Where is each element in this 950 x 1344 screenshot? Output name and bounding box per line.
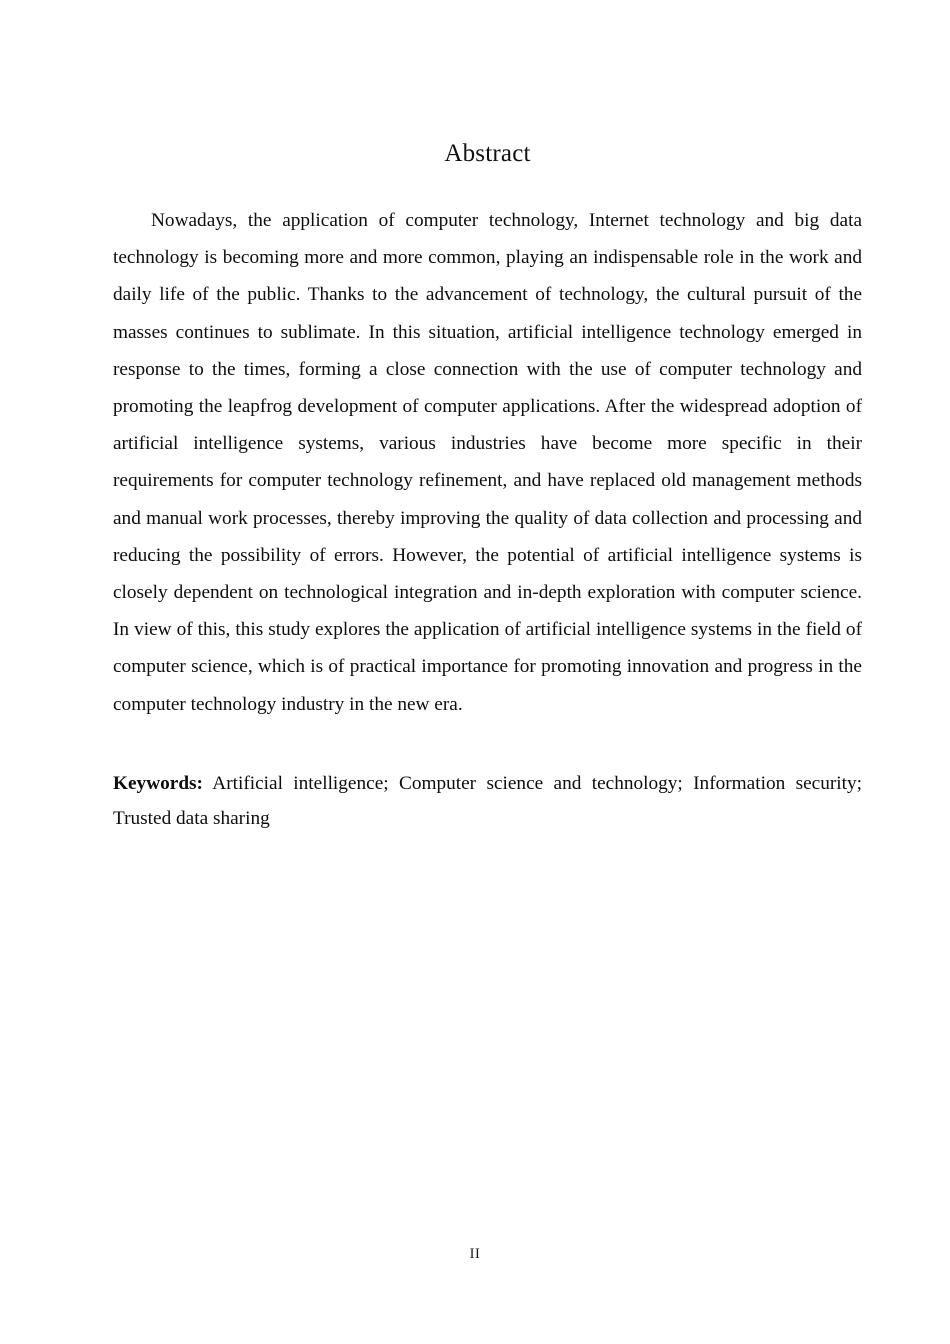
page-number: II xyxy=(469,1246,481,1262)
keywords-line xyxy=(113,766,862,836)
keywords-value: Artificial intelligence; Computer science and technology; Information security; Trusted data sharing xyxy=(113,773,862,829)
page-title: Abstract xyxy=(444,139,531,167)
abstract-body xyxy=(113,202,862,723)
keywords-section xyxy=(113,766,862,836)
keywords-label: Keywords: xyxy=(113,773,203,794)
abstract-paragraph: Nowadays, the application of computer technology, Internet technology and big data technology is becoming more and more common, playing an indispensable role in the work and daily life of the public. Thanks to the advancement of technology, the cultural pursuit of the masses continues to sublimate. In this situation, artificial intelligence technology emerged in response to the times, forming a close connection with the use of computer technology and promoting the leapfrog development of computer applications. After the widespread adoption of artificial intelligence systems, various industries have become more specific in their requirements for computer technology refinement, and have replaced old management methods and manual work processes, thereby improving the quality of data collection and processing and reducing the possibility of errors. However, the potential of artificial intelligence systems is closely dependent on technological integration and in-depth exploration with computer science. In view of this, this study explores the application of artificial intelligence systems in the field of computer science, which is of practical importance for promoting innovation and progress in the computer technology industry in the new era. xyxy=(113,210,862,715)
